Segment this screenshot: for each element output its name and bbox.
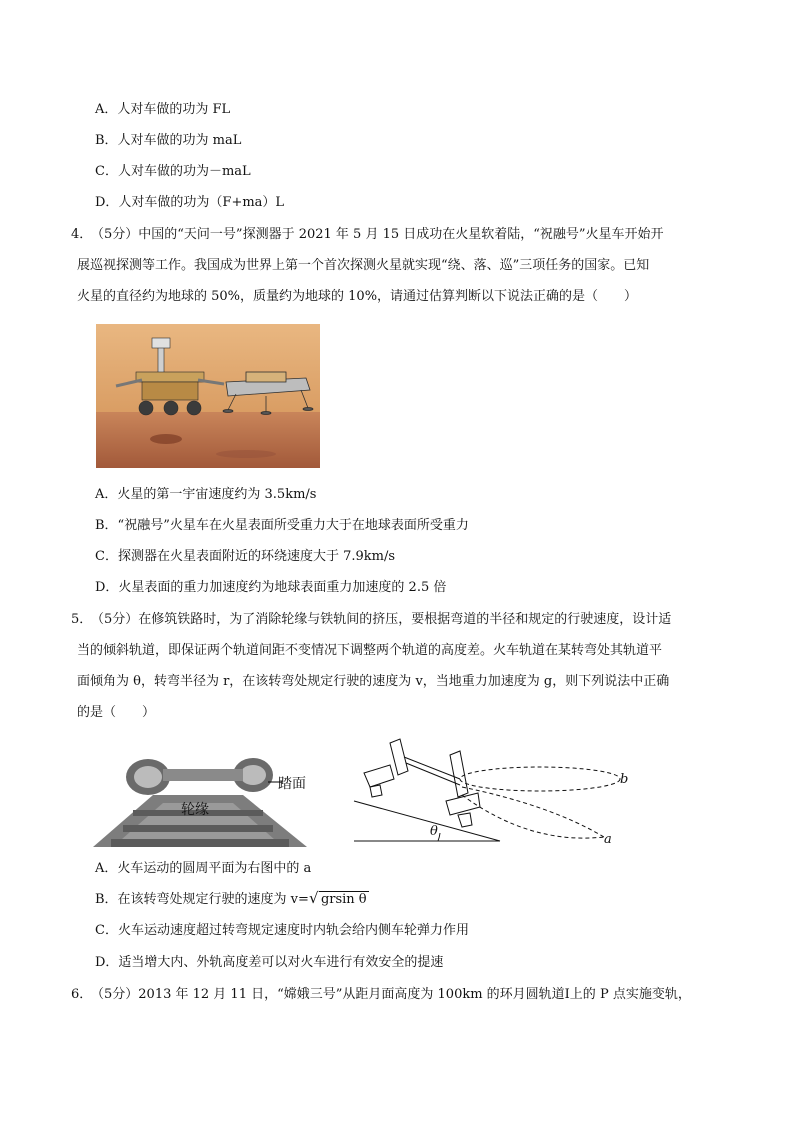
q3-option-c: C．人对车做的功为－maL xyxy=(95,164,251,179)
q4-stem-line-3: 火星的直径约为地球的 50%，质量约为地球的 10%，请通过估算判断以下说法正确的是（ ） xyxy=(77,289,638,304)
q3-option-b: B．人对车做的功为 maL xyxy=(95,133,242,148)
q5-stem-line-4: 的是（ ） xyxy=(77,705,156,720)
circle-a-label: a xyxy=(604,832,612,847)
q5-stem-line-2: 当的倾斜轨道，即保证两个轨道间距不变情况下调整两个轨道的高度差。火车轨道在某转弯处其轨道平 xyxy=(77,643,663,658)
theta-label: θ xyxy=(430,824,438,839)
sqrt-expression xyxy=(309,891,369,909)
q4-stem-line-1: （5分）中国的“天问一号”探测器于 2021 年 5 月 15 日成功在火星软着陆，“祝融号”火星车开始开 xyxy=(91,227,664,242)
q5-option-c: C．火车运动速度超过转弯规定速度时内轨会给内侧车轮弹力作用 xyxy=(95,923,469,938)
road-surface-label: 踏面 xyxy=(278,776,306,792)
sqrt-radicand: grsin θ xyxy=(320,892,367,907)
flange-label: 轮缘 xyxy=(181,802,209,818)
q4-option-c: C．探测器在火星表面附近的环绕速度大于 7.9km/s xyxy=(95,549,396,564)
q4-stem-line-2: 展巡视探测等工作。我国成为世界上第一个首次探测火星就实现“绕、落、巡”三项任务的国家。已知 xyxy=(77,258,650,273)
q5-stem-line-3: 面倾角为 θ，转弯半径为 r，在该转弯处规定行驶的速度为 v，当地重力加速度为 g，则下列说法中正确 xyxy=(77,674,670,689)
q4-option-b: B．“祝融号”火星车在火星表面所受重力大于在地球表面所受重力 xyxy=(95,518,469,533)
q6-number: 6． xyxy=(71,987,93,1002)
q5-option-b-text: B．在该转弯处规定行驶的速度为 v= xyxy=(95,892,309,907)
sqrt-icon: √ xyxy=(308,889,319,907)
q5-number: 5． xyxy=(71,612,93,627)
q5-option-d: D．适当增大内、外轨高度差可以对火车进行有效安全的提速 xyxy=(95,955,444,970)
q4-option-d: D．火星表面的重力加速度约为地球表面重力加速度的 2.5 倍 xyxy=(95,580,447,595)
mars-rover-photo xyxy=(96,324,320,468)
q4-number: 4． xyxy=(71,227,93,242)
q3-option-d: D．人对车做的功为（F+ma）L xyxy=(95,195,285,210)
banked-track-diagram xyxy=(350,735,630,847)
q4-option-a: A．火星的第一宇宙速度约为 3.5km/s xyxy=(95,487,317,502)
q6-stem-line-1: （5分）2013 年 12 月 11 日，“嫦娥三号”从距月面高度为 100km 的环月圆轨道Ⅰ上的 P 点实施变轨， xyxy=(91,987,691,1002)
q5-option-b xyxy=(95,891,369,909)
wheel-track-photo xyxy=(93,755,307,847)
q3-option-a: A．人对车做的功为 FL xyxy=(95,102,231,117)
q5-stem-line-1: （5分）在修筑铁路时，为了消除轮缘与铁轨间的挤压，要根据弯道的半径和规定的行驶速度，设计适 xyxy=(91,612,672,627)
circle-b-label: b xyxy=(620,772,629,787)
q5-option-a: A．火车运动的圆周平面为右图中的 a xyxy=(95,861,312,876)
